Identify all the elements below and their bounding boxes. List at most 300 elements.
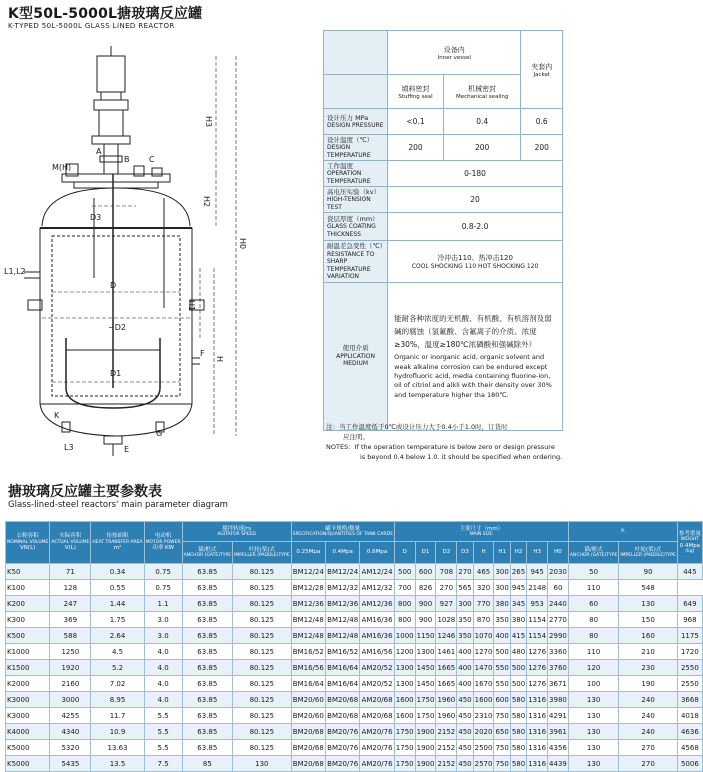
table-cell: 380 — [494, 596, 510, 612]
table-cell: 4.5 — [91, 644, 144, 660]
table-cell: 1750 — [415, 708, 436, 724]
table-cell: 2310 — [473, 708, 494, 724]
table-cell: 1665 — [436, 676, 457, 692]
table-cell: 2440 — [548, 596, 569, 612]
col-h1: H1 — [494, 542, 510, 564]
table-cell: 968 — [677, 612, 702, 628]
table-cell: 110 — [568, 644, 618, 660]
table-cell: 5320 — [50, 740, 91, 756]
table-cell: 4.0 — [144, 676, 182, 692]
table-cell: BM20/68 — [291, 724, 325, 740]
spec-table — [323, 30, 563, 431]
table-cell: 3961 — [548, 724, 569, 740]
col-speed-anchor: 锚/框式 ANCHOR (GATE)TYPE — [182, 542, 232, 564]
table-cell: 80.125 — [233, 628, 292, 644]
table-cell: 4255 — [50, 708, 91, 724]
table-cell: 4.0 — [144, 692, 182, 708]
table-cell: 750 — [494, 756, 510, 772]
table-cell: BM16/64 — [291, 676, 325, 692]
table-cell: K100 — [6, 580, 50, 596]
table-cell: 826 — [415, 580, 436, 596]
table-cell: 1316 — [527, 724, 548, 740]
table-cell: AM16/36 — [360, 612, 394, 628]
temp-mech: 200 — [443, 135, 521, 161]
table-cell: BM20/68 — [291, 756, 325, 772]
table-cell: 1316 — [527, 756, 548, 772]
table-cell: 1720 — [677, 644, 702, 660]
table-cell: 1900 — [415, 756, 436, 772]
coating-thickness-value: 0.8-2.0 — [388, 213, 563, 241]
table-cell: 580 — [510, 724, 526, 740]
table-row — [6, 644, 703, 660]
label-f: F — [200, 349, 205, 358]
table-cell: 5.5 — [144, 708, 182, 724]
table-cell: 2.64 — [91, 628, 144, 644]
col-motor: 电动机 MOTOR POWER 功率 KW — [144, 522, 182, 564]
table-cell: 400 — [457, 644, 473, 660]
label-b: B — [124, 155, 130, 164]
table-cell: K3000 — [6, 692, 50, 708]
label-m: M(H) — [52, 163, 72, 172]
table-cell: 63.85 — [182, 564, 232, 580]
pressure-jacket: 0.6 — [521, 109, 563, 135]
table-cell: 80.125 — [233, 724, 292, 740]
table-cell: 80 — [568, 628, 618, 644]
table-cell: 1900 — [415, 724, 436, 740]
pressure-stuffing: <0.1 — [388, 109, 444, 135]
table-cell: 953 — [527, 596, 548, 612]
table-cell: 770 — [473, 596, 494, 612]
table-cell: AM12/32 — [360, 580, 394, 596]
table-cell: 80.125 — [233, 740, 292, 756]
table-cell: 240 — [619, 692, 678, 708]
table-cell: 247 — [50, 596, 91, 612]
table-cell: 1300 — [394, 676, 415, 692]
table-cell: 565 — [457, 580, 473, 596]
table-cell: 1300 — [394, 660, 415, 676]
table-cell: 80.125 — [233, 692, 292, 708]
table-cell: 270 — [619, 740, 678, 756]
table-cell: 1175 — [677, 628, 702, 644]
table-cell: AM20/52 — [360, 660, 394, 676]
label-h0: H0 — [238, 238, 247, 250]
table-cell: 2500 — [473, 740, 494, 756]
table-cell: 3671 — [548, 676, 569, 692]
table-cell: 71 — [50, 564, 91, 580]
table-cell: K5000 — [6, 740, 50, 756]
table-row — [6, 740, 703, 756]
table-cell: 130 — [568, 708, 618, 724]
label-g: G — [156, 429, 163, 438]
table-cell: 300 — [457, 596, 473, 612]
table-cell: 60 — [568, 596, 618, 612]
table-cell: 708 — [436, 564, 457, 580]
table-cell: 369 — [50, 612, 91, 628]
table-cell: BM12/24 — [325, 564, 359, 580]
table-cell: 1154 — [527, 612, 548, 628]
table-cell: 230 — [619, 660, 678, 676]
table-cell: 350 — [457, 612, 473, 628]
table-cell: AM20/68 — [360, 708, 394, 724]
table-cell: 2152 — [436, 740, 457, 756]
table-cell: 550 — [494, 660, 510, 676]
table-cell: 110 — [568, 580, 618, 596]
temp-variation-label: 耐温差急变性（℃） RESISTANCE TO SHARP TEMPERATURE VARIATION — [324, 241, 388, 282]
table-cell: 1276 — [527, 660, 548, 676]
table-cell: BM16/52 — [291, 644, 325, 660]
table-cell: 4356 — [548, 740, 569, 756]
table-row — [6, 628, 703, 644]
table-cell: 927 — [436, 596, 457, 612]
table-cell: 7.5 — [144, 756, 182, 772]
table-cell: 4.0 — [144, 644, 182, 660]
table-cell: 1600 — [394, 708, 415, 724]
table-cell: 63.85 — [182, 676, 232, 692]
table-cell: 1450 — [415, 676, 436, 692]
table-cell: BM16/56 — [291, 660, 325, 676]
table-cell: AM20/52 — [360, 676, 394, 692]
table-cell: 128 — [50, 580, 91, 596]
col-actual: 实际容积 ACTUAL VOLUME V(L) — [50, 522, 91, 564]
col-d3: D3 — [457, 542, 473, 564]
col-speed-impeller: 叶轮(桨)式 IMPELLER (PADDLE)TYPE — [233, 542, 292, 564]
table-cell: 63.85 — [182, 612, 232, 628]
table-cell: 500 — [510, 676, 526, 692]
col-h: H — [473, 542, 494, 564]
col-p06: 0.6Mpa — [360, 542, 394, 564]
bottom-head — [40, 404, 192, 436]
table-cell: 80.125 — [233, 564, 292, 580]
temp-stuffing: 200 — [388, 135, 444, 161]
table-cell: 2160 — [50, 676, 91, 692]
table-cell: 130 — [233, 756, 292, 772]
table-cell: 2550 — [677, 660, 702, 676]
label-a: A — [96, 147, 102, 156]
label-d1: D1 — [110, 369, 122, 378]
table-cell: 63.85 — [182, 708, 232, 724]
table-cell: BM20/60 — [291, 708, 325, 724]
table-cell: 500 — [510, 660, 526, 676]
table-cell: 0.75 — [144, 580, 182, 596]
table-cell: 800 — [394, 612, 415, 628]
table-cell: BM12/24 — [291, 564, 325, 580]
table-cell: 270 — [619, 756, 678, 772]
table-cell: 300 — [494, 564, 510, 580]
table-cell: 80.125 — [233, 612, 292, 628]
col-d2: D2 — [436, 542, 457, 564]
table-cell: 450 — [457, 692, 473, 708]
table-cell: 400 — [457, 660, 473, 676]
col-p025: 0.25Mpa — [291, 542, 325, 564]
label-h2: H2 — [202, 196, 211, 208]
table-cell: 588 — [50, 628, 91, 644]
table-cell: 130 — [568, 724, 618, 740]
table-cell: 1276 — [527, 676, 548, 692]
table-cell: 50 — [568, 564, 618, 580]
table-cell: 380 — [510, 612, 526, 628]
table-cell: 8.95 — [91, 692, 144, 708]
table-cell: 270 — [436, 580, 457, 596]
col-h-group: h — [568, 522, 677, 542]
table-cell: AM20/76 — [360, 740, 394, 756]
table-cell: 63.85 — [182, 724, 232, 740]
table-cell: 240 — [619, 708, 678, 724]
table-cell: 1450 — [415, 660, 436, 676]
table-cell: K50 — [6, 564, 50, 580]
reactor-drawing — [4, 38, 314, 458]
table-cell: 1300 — [415, 644, 436, 660]
col-weight: 参考重量 WEIGHT 0.4Mpa (kg) — [677, 522, 702, 564]
table-cell: K1500 — [6, 660, 50, 676]
table-cell: 60 — [548, 580, 569, 596]
col-speed: 搅拌转速/rs AGITATOR SPEED — [182, 522, 291, 542]
table-cell: 3.0 — [144, 628, 182, 644]
table-cell: BM12/48 — [291, 612, 325, 628]
table-row — [6, 612, 703, 628]
label-d2: ~D2 — [108, 323, 126, 332]
table-cell: 80.125 — [233, 660, 292, 676]
medium-label: 使用介质 APPLICATION MEDIUM — [324, 282, 388, 430]
table-cell: 265 — [510, 564, 526, 580]
table-cell: 270 — [457, 564, 473, 580]
table-cell: 1070 — [473, 628, 494, 644]
table-cell: 1246 — [436, 628, 457, 644]
table-cell: AM12/36 — [360, 596, 394, 612]
parameter-table — [5, 521, 703, 772]
table-cell: 450 — [457, 708, 473, 724]
table-cell: K4000 — [6, 724, 50, 740]
col-h3: H3 — [527, 542, 548, 564]
col-d: D — [394, 542, 415, 564]
table-cell: 1250 — [50, 644, 91, 660]
page-title: K型50L-5000L搪玻璃反应罐 — [8, 6, 203, 22]
design-temp-label: 设计温度（℃） DESIGN TEMPERATURE — [324, 135, 388, 161]
table-cell: 1461 — [436, 644, 457, 660]
table-cell: BM20/68 — [291, 740, 325, 756]
table-cell: 80.125 — [233, 580, 292, 596]
table-cell: BM20/76 — [325, 740, 359, 756]
operation-temp-label: 工作温度 OPERATION TEMPERATURE — [324, 161, 388, 187]
table-cell: 63.85 — [182, 580, 232, 596]
table-row — [6, 676, 703, 692]
table-cell: 210 — [619, 644, 678, 660]
col-d1: D1 — [415, 542, 436, 564]
table-cell: 1470 — [473, 660, 494, 676]
table-cell: 650 — [494, 724, 510, 740]
table-cell: BM16/64 — [325, 660, 359, 676]
table-cell: 1.75 — [91, 612, 144, 628]
table-cell: K5000 — [6, 756, 50, 772]
table-cell: 5.2 — [91, 660, 144, 676]
table-cell: BM12/48 — [325, 628, 359, 644]
table-cell: 580 — [510, 756, 526, 772]
coating-thickness-label: 瓷层厚度（mm） GLASS COATING THICKNESS — [324, 213, 388, 241]
table-cell: 1960 — [436, 692, 457, 708]
table-cell: 1000 — [394, 628, 415, 644]
table-cell: BM12/36 — [325, 596, 359, 612]
table-cell: 3980 — [548, 692, 569, 708]
col-h-anchor: 锚/框式 ANCHOR (GATE)TYPE — [568, 542, 618, 564]
table-cell: 350 — [494, 612, 510, 628]
table-cell: 1276 — [527, 644, 548, 660]
table-cell: BM20/68 — [325, 692, 359, 708]
table-cell: K300 — [6, 612, 50, 628]
table-cell: 90 — [619, 564, 678, 580]
temp-jacket: 200 — [521, 135, 563, 161]
table-cell: 1600 — [473, 692, 494, 708]
table-cell: AM16/36 — [360, 628, 394, 644]
table-cell: 480 — [510, 644, 526, 660]
table-cell: 2990 — [548, 628, 569, 644]
table-cell: 1028 — [436, 612, 457, 628]
table-cell: 4018 — [677, 708, 702, 724]
table-cell: 63.85 — [182, 740, 232, 756]
table-cell: 4291 — [548, 708, 569, 724]
table-cell: 465 — [473, 564, 494, 580]
temp-variation-value: 冷冲击110、热冲击120 COOL SHOCKING 110 HOT SHOCKING 120 — [388, 241, 563, 282]
table-cell: 800 — [394, 596, 415, 612]
label-l1l2: L1,L2 — [4, 267, 26, 276]
label-h: H — [215, 356, 224, 363]
operation-temp-value: 0-180 — [388, 161, 563, 187]
table-cell: 63.85 — [182, 596, 232, 612]
col-h2: H2 — [510, 542, 526, 564]
table-cell: 100 — [568, 676, 618, 692]
stuffing-seal-header: 填料密封 Stuffing seal — [388, 75, 444, 109]
pressure-mech: 0.4 — [443, 109, 521, 135]
table-cell: 500 — [494, 644, 510, 660]
table-cell: 1154 — [527, 628, 548, 644]
table-cell: BM12/48 — [291, 628, 325, 644]
table-cell: BM20/68 — [325, 708, 359, 724]
table-cell: 160 — [619, 628, 678, 644]
table-cell: 2770 — [548, 612, 569, 628]
table-cell: 870 — [473, 612, 494, 628]
table-cell: 3760 — [548, 660, 569, 676]
table-cell: 580 — [510, 708, 526, 724]
table-cell: BM12/48 — [325, 612, 359, 628]
table-cell: 11.7 — [91, 708, 144, 724]
design-pressure-label: 设计压力 MPa DESIGN PRESSURE — [324, 109, 388, 135]
table-cell: AM20/68 — [360, 692, 394, 708]
table-cell: AM16/56 — [360, 644, 394, 660]
table-cell: 450 — [457, 724, 473, 740]
col-heat: 传热面积 HEAT TRANSFER AREA m² — [91, 522, 144, 564]
table-row — [6, 692, 703, 708]
table-cell: 548 — [619, 580, 678, 596]
table-cell: 0.34 — [91, 564, 144, 580]
table-cell: BM20/60 — [291, 692, 325, 708]
table-cell: 450 — [457, 740, 473, 756]
table-cell: 300 — [494, 580, 510, 596]
table-cell: 2570 — [473, 756, 494, 772]
table-cell: 415 — [510, 628, 526, 644]
table-cell: BM12/28 — [291, 580, 325, 596]
table-cell: 600 — [494, 692, 510, 708]
gearbox — [99, 110, 123, 136]
table-cell: 345 — [510, 596, 526, 612]
table-cell: 85 — [182, 756, 232, 772]
table-cell: 3000 — [50, 692, 91, 708]
page-subtitle: K-TYPED 50L-5000L GLASS LINED REACTOR — [8, 22, 175, 30]
table-cell: 190 — [619, 676, 678, 692]
table-cell: 500 — [394, 564, 415, 580]
table-cell: 1316 — [527, 692, 548, 708]
table-cell: 4340 — [50, 724, 91, 740]
table-row — [6, 580, 703, 596]
label-e: E — [124, 445, 130, 454]
label-h3: H3 — [204, 116, 213, 128]
table-cell: 80.125 — [233, 708, 292, 724]
table-cell: 1750 — [394, 740, 415, 756]
table-row — [6, 660, 703, 676]
table-cell: 2020 — [473, 724, 494, 740]
table-cell: 120 — [568, 660, 618, 676]
table-cell: 4568 — [677, 740, 702, 756]
table-cell: 1316 — [527, 740, 548, 756]
table-cell: 130 — [619, 596, 678, 612]
label-d3: D3 — [90, 213, 102, 222]
table-cell: 130 — [568, 740, 618, 756]
table-cell: 945 — [510, 580, 526, 596]
col-size: 主要尺寸（mm） MAIN SIZE — [394, 522, 568, 542]
table-cell: 1.1 — [144, 596, 182, 612]
table-cell: 1150 — [415, 628, 436, 644]
table-cell: K500 — [6, 628, 50, 644]
table-cell: 5006 — [677, 756, 702, 772]
label-c: C — [149, 155, 155, 164]
table-cell: 900 — [415, 596, 436, 612]
parameter-title: 搪玻璃反应罐主要参数表 — [8, 484, 162, 500]
table-cell: 1270 — [473, 644, 494, 660]
table-cell: BM12/36 — [291, 596, 325, 612]
mech-seal-header: 机械密封 Mechanical sealing — [443, 75, 521, 109]
col-cards: 罐卡规格/数量 SPECIFICATION/QUANTITIES OF TANK CARDS — [291, 522, 394, 542]
table-cell: 4.0 — [144, 660, 182, 676]
table-cell: BM16/64 — [325, 676, 359, 692]
table-cell: 320 — [473, 580, 494, 596]
high-tension-value: 20 — [388, 187, 563, 213]
table-cell: 1920 — [50, 660, 91, 676]
table-cell: BM20/76 — [325, 756, 359, 772]
table-cell: BM12/32 — [325, 580, 359, 596]
table-cell: AM20/76 — [360, 724, 394, 740]
table-cell: 0.75 — [144, 564, 182, 580]
table-cell: 2152 — [436, 756, 457, 772]
table-cell: 2148 — [527, 580, 548, 596]
table-cell: 2152 — [436, 724, 457, 740]
table-cell: 1960 — [436, 708, 457, 724]
table-cell: 130 — [568, 692, 618, 708]
table-cell: 649 — [677, 596, 702, 612]
table-cell: 63.85 — [182, 692, 232, 708]
table-cell: 1750 — [415, 692, 436, 708]
table-cell: K2000 — [6, 676, 50, 692]
table-cell: 5435 — [50, 756, 91, 772]
table-cell: 150 — [619, 612, 678, 628]
table-cell: 3360 — [548, 644, 569, 660]
table-row — [6, 596, 703, 612]
table-cell: 400 — [457, 676, 473, 692]
table-cell: 80.125 — [233, 644, 292, 660]
table-cell: 445 — [677, 564, 702, 580]
table-cell: 80 — [568, 612, 618, 628]
table-cell: 5.5 — [144, 724, 182, 740]
parameter-subtitle: Glass-lined-steel reactors' main parameter diagram — [8, 500, 228, 510]
table-cell: 580 — [510, 740, 526, 756]
table-cell: 4636 — [677, 724, 702, 740]
jacket-header: 夹套内 Jacket — [521, 31, 563, 109]
